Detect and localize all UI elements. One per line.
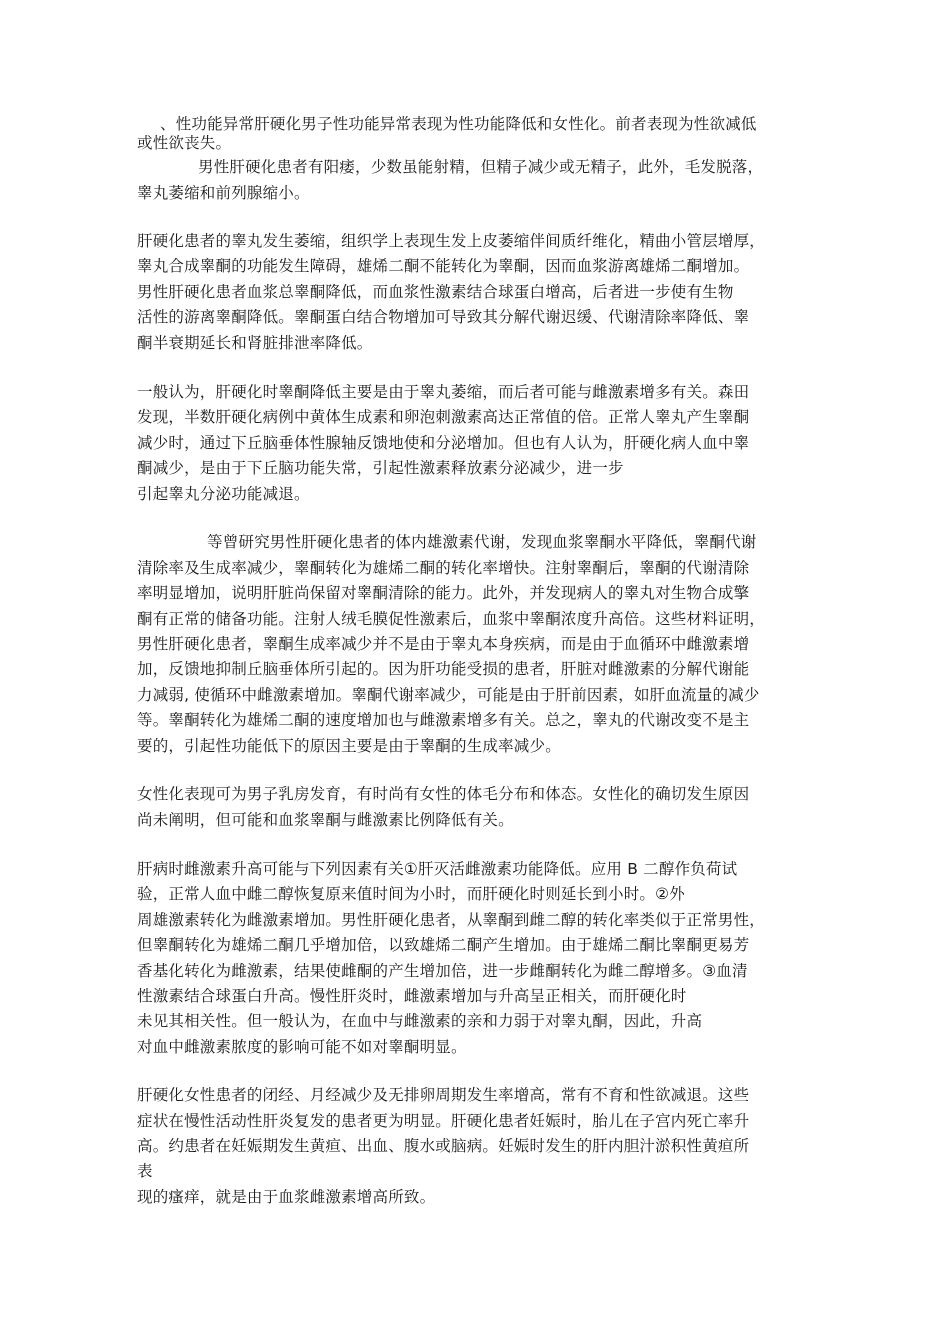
text-line: 对血中雌激素脓度的影响可能不如对睾酮明显。	[137, 1038, 467, 1056]
text-line: 一般认为，肝硬化时睾酮降低主要是由于睾丸萎缩，而后者可能与雌激素增多有关。森田	[137, 383, 750, 401]
text-line: 尚未阐明，但可能和血浆睾酮与雌激素比例降低有关。	[137, 811, 514, 829]
text-line: 男性肝硬化患者有阳痿，少数虽能射精，但精子减少或无精子，此外，毛发脱落，	[198, 158, 764, 176]
text-line: 男性肝硬化患者血浆总睾酮降低，而血浆性激素结合球蛋白增高，后者进一步使有生物	[137, 283, 734, 301]
text-line: 率明显增加，说明肝脏尚保留对睾酮清除的能力。此外，并发现病人的睾丸对生物合成擎	[137, 584, 750, 602]
text-line: 香基化转化为雌激素，结果使雌酮的产生增加倍，进一步雌酮转化为雌二醇增多。③血清	[137, 962, 748, 980]
text-line: 清除率及生成率减少，睾酮转化为雄烯二酮的转化率增快。注射睾酮后，睾酮的代谢清除	[137, 559, 750, 577]
text-line: 睾丸萎缩和前列腺缩小。	[137, 184, 310, 202]
text-line: 酮有正常的储备功能。注射人绒毛膜促性激素后，血浆中睾酮浓度升高倍。这些材料证明，	[137, 610, 766, 628]
text-line: 减少时，通过下丘脑垂体性腺轴反馈地使和分泌增加。但也有人认为，肝硬化病人血中睾	[137, 434, 750, 452]
text-line: 现的瘙痒，就是由于血浆雌激素增高所致。	[137, 1188, 436, 1206]
text-line: 力减弱, 使循环中雌激素增加。睾酮代谢率减少，可能是由于肝前因素，如肝血流量的减少	[137, 686, 760, 704]
text-line: 引起睾丸分泌功能减退。	[137, 485, 310, 503]
text-line: 周雄激素转化为雌激素增加。男性肝硬化患者，从睾酮到雌二醇的转化率类似于正常男性，	[137, 911, 766, 929]
text-line: 症状在慢性活动性肝炎复发的患者更为明显。肝硬化患者妊娠时，胎儿在子宫内死亡率升	[137, 1112, 750, 1130]
text-line: 等。睾酮转化为雄烯二酮的速度增加也与雌激素增多有关。总之，睾丸的代谢改变不是主	[137, 711, 750, 729]
text-line: 发现，半数肝硬化病例中黄体生成素和卵泡刺激素高达正常值的倍。正常人睾丸产生睾酮	[137, 408, 750, 426]
text-line: 酮半衰期延长和肾脏排泄率降低。	[137, 334, 373, 352]
text-line: 酮减少，是由于下丘脑功能失常，引起性激素释放素分泌减少，进一步	[137, 459, 624, 477]
text-line: 要的，引起性功能低下的原因主要是由于睾酮的生成率减少。	[137, 737, 561, 755]
text-line: 高。约患者在妊娠期发生黄疸、出血、腹水或脑病。妊娠时发生的肝内胆汁淤积性黄疸所	[137, 1137, 750, 1155]
text-line: 或性欲丧失。	[137, 134, 232, 152]
text-line: 肝硬化患者的睾丸发生萎缩，组织学上表现生发上皮萎缩伴间质纤维化，精曲小管层增厚，	[137, 232, 766, 250]
text-line: 肝病时雌激素升高可能与下列因素有关①肝灭活雌激素功能降低。应用 B 二醇作负荷试	[137, 860, 738, 878]
text-line: 加，反馈地抑制丘脑垂体所引起的。因为肝功能受损的患者，肝脏对雌激素的分解代谢能	[137, 660, 750, 678]
text-line: 表	[137, 1162, 153, 1180]
text-line: 但睾酮转化为雄烯二酮几乎增加倍，以致雄烯二酮产生增加。由于雄烯二酮比睾酮更易芳	[137, 936, 750, 954]
text-line: 男性肝硬化患者，睾酮生成率减少并不是由于睾丸本身疾病，而是由于血循环中雌激素增	[137, 635, 750, 653]
text-line: 等曾研究男性肝硬化患者的体内雄激素代谢，发现血浆睾酮水平降低，睾酮代谢	[207, 533, 757, 551]
text-line: 女性化表现可为男子乳房发育，有时尚有女性的体毛分布和体态。女性化的确切发生原因	[137, 785, 750, 803]
text-line: 活性的游离睾酮降低。睾酮蛋白结合物增加可导致其分解代谢迟缓、代谢清除率降低、睾	[137, 308, 750, 326]
text-line: 未见其相关性。但一般认为，在血中与雌激素的亲和力弱于对睾丸酮，因此，升高	[137, 1012, 703, 1030]
text-line: 睾丸合成睾酮的功能发生障碍，雄烯二酮不能转化为睾酮，因而血浆游离雄烯二酮增加。	[137, 257, 750, 275]
text-line: 验，正常人血中雌二醇恢复原来值时间为小时，而肝硬化时则延长到小时。②外	[137, 885, 685, 903]
text-line: 肝硬化女性患者的闭经、月经减少及无排卵周期发生率增高，常有不育和性欲减退。这些	[137, 1086, 750, 1104]
text-line: 性激素结合球蛋白升高。慢性肝炎时，雌激素增加与升高呈正相关，而肝硬化时	[137, 987, 687, 1005]
text-line: 、性功能异常肝硬化男子性功能异常表现为性功能降低和女性化。前者表现为性欲减低	[160, 115, 757, 133]
